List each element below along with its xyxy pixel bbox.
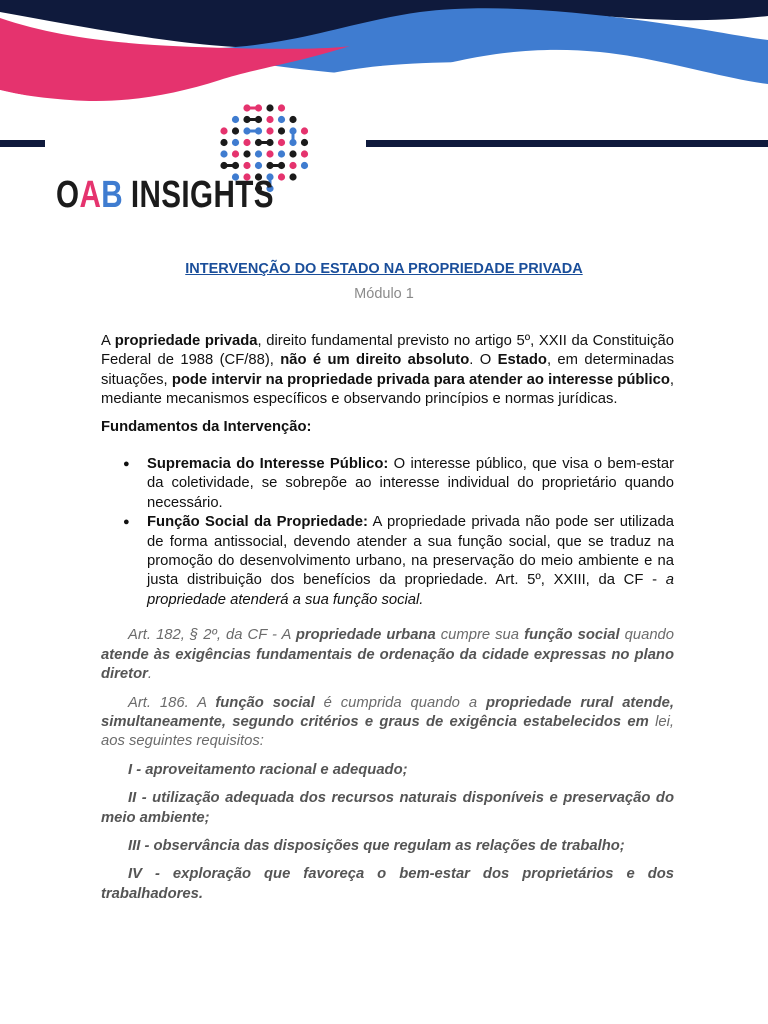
header-rule-left xyxy=(0,140,45,147)
circuit-dot xyxy=(243,127,250,134)
circuit-dot xyxy=(255,127,262,134)
art-186-quote: Art. 186. A função social é cumprida quando a propriedade rural atende, simultaneamente, segundo critérios e graus de exigência estabelecidos em lei, aos seguintes requisitos: xyxy=(101,694,675,750)
circuit-dot xyxy=(255,139,262,146)
circuit-dot xyxy=(232,139,239,146)
circuit-dot xyxy=(301,150,308,157)
requisito-item: IV - exploração que favoreça o bem-estar dos proprietários e dos trabalhadores. xyxy=(101,866,674,902)
circuit-dot xyxy=(278,127,285,134)
circuit-dot xyxy=(266,104,273,111)
circuit-dot xyxy=(232,116,239,123)
circuit-dot xyxy=(220,162,227,169)
circuit-dot xyxy=(301,162,308,169)
requisito-item: I - aproveitamento racional e adequado; xyxy=(128,761,408,778)
circuit-dot xyxy=(255,104,262,111)
circuit-dot xyxy=(289,127,296,134)
circuit-dot xyxy=(289,173,296,180)
section-heading: Fundamentos da Intervenção: xyxy=(101,418,312,435)
requisito-item: III - observância das disposições que regulam as relações de trabalho; xyxy=(128,837,625,854)
circuit-dot xyxy=(243,139,250,146)
circuit-dot xyxy=(266,127,273,134)
circuit-dot xyxy=(289,116,296,123)
circuit-dot xyxy=(266,116,273,123)
document-subtitle: Módulo 1 xyxy=(354,286,414,302)
circuit-dot xyxy=(278,139,285,146)
circuit-dot xyxy=(255,162,262,169)
header-rule-right xyxy=(366,140,768,147)
circuit-dot xyxy=(232,127,239,134)
circuit-dot xyxy=(278,162,285,169)
circuit-dot xyxy=(232,150,239,157)
circuit-dot xyxy=(289,139,296,146)
circuit-dot xyxy=(220,150,227,157)
circuit-dot xyxy=(220,127,227,134)
circuit-dot xyxy=(278,104,285,111)
list-item: ● Função Social da Propriedade: A propriedade privada não pode ser utilizada de forma antissocial, devendo atender a sua função social, que se traduz na promoção do desenvolvimento urbano, na preservação do meio ambiente e na justa distribuição dos benefícios da propriedade. Art. 5º, XXIII, da CF - a propriedade atenderá a sua função social. xyxy=(147,513,674,610)
circuit-dot xyxy=(266,150,273,157)
circuit-dot xyxy=(289,150,296,157)
list-item: ● Supremacia do Interesse Público: O interesse público, que visa o bem-estar da coletividade, se sobrepõe ao interesse individual do proprietário quando necessário. xyxy=(147,455,674,513)
circuit-dot xyxy=(278,116,285,123)
document-body xyxy=(101,332,674,904)
art-182-quote: Art. 182, § 2º, da CF - A propriedade urbana cumpre sua função social quando atende às exigências fundamentais de ordenação da cidade expressas no plano diretor. xyxy=(101,627,675,683)
circuit-dot xyxy=(220,139,227,146)
requisito-item: II - utilização adequada dos recursos naturais disponíveis e preservação do meio ambiente; xyxy=(101,790,674,826)
brand-letter-a: A xyxy=(79,174,102,216)
circuit-dot xyxy=(243,116,250,123)
circuit-dot xyxy=(255,116,262,123)
brand-logo xyxy=(56,176,274,214)
circuit-dot xyxy=(266,139,273,146)
document-title: INTERVENÇÃO DO ESTADO NA PROPRIEDADE PRIVADA xyxy=(185,261,583,277)
circuit-dot xyxy=(301,127,308,134)
circuit-dot xyxy=(266,162,273,169)
brand-letter-b: B xyxy=(101,174,124,216)
fundamentos-list xyxy=(101,455,674,610)
circuit-dot xyxy=(243,162,250,169)
circuit-dot xyxy=(243,104,250,111)
brand-word-insights: INSIGHTS xyxy=(130,174,274,216)
circuit-dot xyxy=(278,173,285,180)
circuit-dot xyxy=(232,162,239,169)
circuit-dot xyxy=(255,150,262,157)
circuit-dot xyxy=(278,150,285,157)
circuit-dot xyxy=(243,150,250,157)
circuit-dot xyxy=(301,139,308,146)
intro-paragraph: A propriedade privada, direito fundamental previsto no artigo 5º, XXII da Constituição Federal de 1988 (CF/88), não é um direito absoluto. O Estado, em determinadas situações, pode intervir na propriedade privada para atender ao interesse público, mediante mecanismos específicos e observando princípios e normas jurídicas. xyxy=(101,333,675,408)
brand-letter-o: O xyxy=(56,174,80,216)
circuit-dot xyxy=(289,162,296,169)
